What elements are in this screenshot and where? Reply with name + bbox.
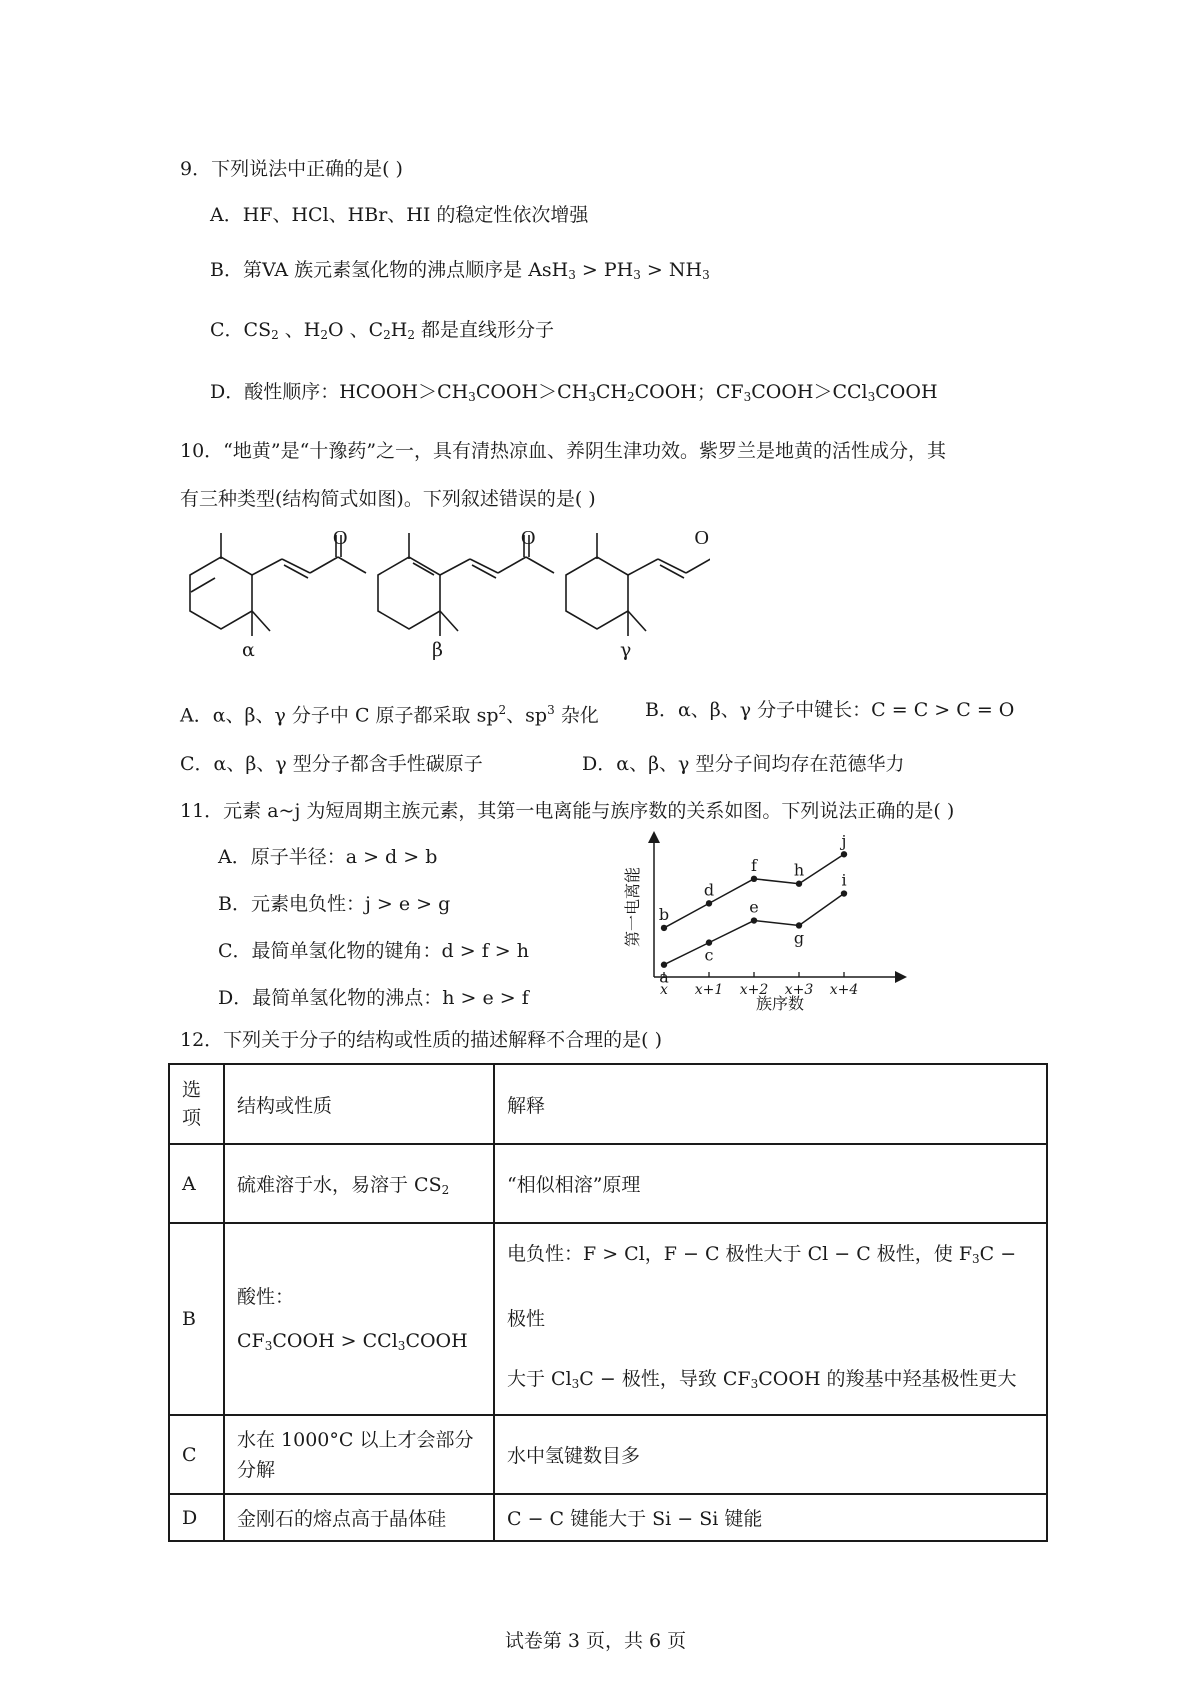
row-c-option: C bbox=[169, 1415, 224, 1494]
row-a-option: A bbox=[169, 1144, 224, 1223]
data-point-e bbox=[751, 917, 757, 923]
x-axis-label: 族序数 bbox=[755, 994, 805, 1013]
point-label-j: j bbox=[841, 831, 847, 851]
row-a-property: 硫难溶于水，易溶于 $CS_2$ bbox=[224, 1144, 494, 1223]
row-d-property: 金刚石的熔点高于晶体硅 bbox=[224, 1494, 494, 1541]
point-label-i: i bbox=[841, 870, 847, 890]
data-point-j bbox=[841, 851, 847, 857]
alpha-label: α bbox=[242, 639, 255, 661]
data-point-b bbox=[661, 925, 667, 931]
page-footer: 试卷第 3 页，共 6 页 bbox=[504, 1630, 687, 1652]
x-tick-label: x+2 bbox=[739, 982, 769, 998]
point-label-b: b bbox=[658, 904, 670, 924]
q10-option-c: C．α、β、γ 型分子都含手性碳原子 bbox=[180, 753, 483, 775]
x-tick-label: x+4 bbox=[829, 982, 859, 998]
table-row bbox=[169, 1415, 1047, 1494]
q11-option-b: B．元素电负性：j > e > g bbox=[218, 893, 451, 915]
beta-label: β bbox=[432, 639, 443, 661]
data-point-f bbox=[751, 876, 757, 882]
point-label-a: a bbox=[659, 967, 669, 987]
q9-option-d: D．酸性顺序：$HCOOH>CH_3COOH>CH_3CH_2COOH$；$CF_3COOH>CCl_3COOH$ bbox=[210, 381, 938, 404]
data-point-i bbox=[841, 890, 847, 896]
gamma-label: γ bbox=[620, 639, 632, 661]
q11-stem: 11．元素 a~j 为短周期主族元素，其第一电离能与族序数的关系如图。下列说法正确的是( ) bbox=[180, 800, 955, 822]
table-header-row bbox=[169, 1064, 1047, 1144]
row-c-property: 水在 1000°C 以上才会部分 分解 bbox=[224, 1415, 494, 1494]
point-label-g: g bbox=[793, 928, 805, 948]
q10-option-b: B．α、β、γ 分子中键长：C = C > C = O bbox=[645, 699, 1015, 721]
x-tick-label: x+1 bbox=[694, 982, 724, 998]
table-row bbox=[169, 1494, 1047, 1541]
row-d-explanation: C − C 键能大于 Si − Si 键能 bbox=[494, 1494, 1047, 1541]
point-label-d: d bbox=[703, 880, 715, 900]
header-explanation: 解释 bbox=[494, 1064, 1047, 1144]
q9-option-c: C．$CS_2$ 、$H_2O$ 、$C_2H_2$ 都是直线形分子 bbox=[210, 319, 555, 342]
q10-stem-line1: 10．“地黄”是“十豫药”之一，具有清热凉血、养阴生津功效。紫罗兰是地黄的活性成分，其 bbox=[180, 440, 947, 462]
q11-option-a: A．原子半径：a > d > b bbox=[218, 846, 438, 868]
row-b-explanation: 电负性：F > Cl，F − C 极性大于 Cl − C 极性，使 $F_3C$ − 极性 大于 $Cl_3C$ − 极性，导致 $CF_3COOH$ 的羧基中羟基极性更大 bbox=[494, 1223, 1047, 1415]
q9-option-b: B．第VA 族元素氢化物的沸点顺序是 $AsH_3 > PH_3 > NH_3$ bbox=[210, 259, 710, 282]
ionization-energy-chart bbox=[620, 822, 920, 1017]
q10-option-d: D．α、β、γ 型分子间均存在范德华力 bbox=[582, 753, 905, 775]
x-tick-label: x bbox=[660, 982, 668, 998]
row-a-explanation: “相似相溶”原理 bbox=[494, 1144, 1047, 1223]
point-label-h: h bbox=[793, 860, 805, 880]
q12-table bbox=[168, 1063, 1048, 1542]
point-label-f: f bbox=[751, 855, 757, 875]
q9-option-a: A．HF、HCl、HBr、HI 的稳定性依次增强 bbox=[210, 204, 589, 226]
q10-stem-line2: 有三种类型(结构简式如图)。下列叙述错误的是( ) bbox=[180, 488, 596, 510]
row-c-explanation: 水中氢键数目多 bbox=[494, 1415, 1047, 1494]
y-axis-label: 第一电离能 bbox=[623, 866, 642, 948]
data-point-d bbox=[706, 900, 712, 906]
beta-oxygen-label: O bbox=[521, 528, 536, 549]
header-property: 结构或性质 bbox=[224, 1064, 494, 1144]
table-row bbox=[169, 1144, 1047, 1223]
gamma-oxygen-label: O bbox=[694, 528, 709, 549]
gamma-ionone-structure bbox=[566, 533, 710, 636]
x-tick-label: x+3 bbox=[784, 982, 814, 998]
q9-stem: 9．下列说法中正确的是( ) bbox=[180, 158, 403, 180]
point-label-c: c bbox=[704, 945, 714, 965]
q12-stem: 12．下列关于分子的结构或性质的描述解释不合理的是( ) bbox=[180, 1029, 663, 1051]
alpha-oxygen-label: O bbox=[333, 528, 348, 549]
row-b-property: 酸性： $CF_3COOH$ > CCl$_3$COOH bbox=[224, 1223, 494, 1415]
data-point-h bbox=[796, 881, 802, 887]
header-option: 选 项 bbox=[169, 1064, 224, 1144]
q11-option-d: D．最简单氢化物的沸点：h > e > f bbox=[218, 987, 529, 1009]
row-b-option: B bbox=[169, 1223, 224, 1415]
table-row bbox=[169, 1223, 1047, 1415]
point-label-e: e bbox=[749, 897, 759, 917]
row-d-option: D bbox=[169, 1494, 224, 1541]
q10-option-a: A．α、β、γ 分子中 C 原子都采取 $sp^2$、$sp^3$ 杂化 bbox=[180, 703, 599, 727]
q11-option-c: C．最简单氢化物的键角：d > f > h bbox=[218, 940, 529, 962]
